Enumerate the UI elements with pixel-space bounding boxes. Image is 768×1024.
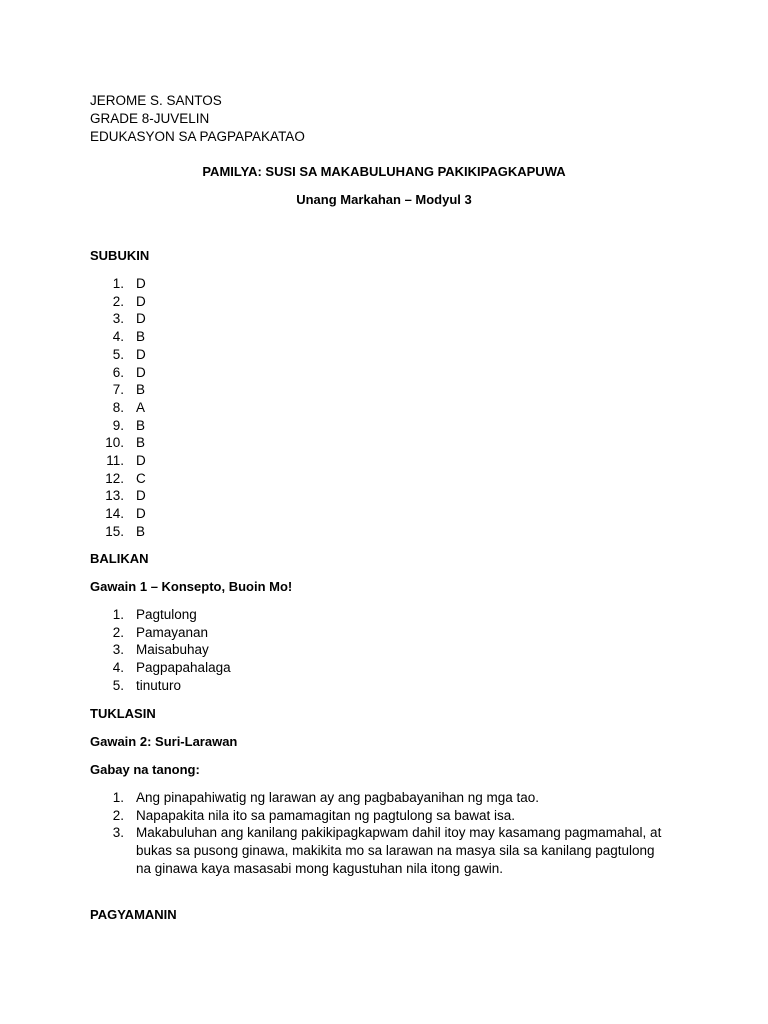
document-subtitle: Unang Markahan – Modyul 3 — [296, 192, 472, 207]
section-heading-subukin: SUBUKIN — [90, 248, 150, 263]
list-item-answer: B — [136, 524, 146, 539]
list-item-answer: Pagtulong — [136, 607, 197, 622]
list-item-answer: D — [136, 276, 146, 291]
list-item-text-line: Ang pinapahiwatig ng larawan ay ang pagbabayanihan ng mga tao. — [136, 790, 540, 805]
list-item-answer: B — [136, 329, 146, 344]
list-item-number: 1. — [112, 607, 124, 622]
list-item-number: 9. — [112, 418, 124, 433]
section-heading-balikan: BALIKAN — [90, 551, 149, 566]
student-name: JEROME S. SANTOS — [90, 93, 222, 108]
gawain-1-title: Gawain 1 – Konsepto, Buoin Mo! — [90, 579, 293, 594]
list-item-text-line: Napapakita nila ito sa pamamagitan ng pagtulong sa bawat isa. — [136, 808, 515, 823]
list-item-answer: A — [136, 400, 146, 415]
list-item-answer: D — [136, 365, 146, 380]
list-item-answer: B — [136, 382, 146, 397]
list-item-number: 8. — [112, 400, 124, 415]
list-item-answer: D — [136, 506, 146, 521]
list-item-answer: Pamayanan — [136, 625, 209, 640]
list-item-number: 2. — [112, 808, 124, 823]
gawain-2-title: Gawain 2: Suri-Larawan — [90, 734, 238, 749]
list-item-answer: D — [136, 347, 146, 362]
list-item-answer: D — [136, 311, 146, 326]
list-item-text-line: Makabuluhan ang kanilang pakikipagkapwam dahil itoy may kasamang pagmamahal, at — [136, 825, 662, 840]
list-item-answer: B — [136, 435, 146, 450]
list-item-answer: D — [136, 294, 146, 309]
list-item-number: 3. — [112, 311, 124, 326]
list-item-answer: D — [136, 488, 146, 503]
list-item-number: 7. — [112, 382, 124, 397]
list-item-number: 1. — [112, 276, 124, 291]
student-grade: GRADE 8-JUVELIN — [90, 111, 210, 126]
list-item-number: 5. — [112, 678, 124, 693]
list-item-number: 2. — [112, 625, 124, 640]
list-item-number: 10. — [105, 435, 124, 450]
list-item-number: 12. — [105, 471, 124, 486]
list-item-number: 4. — [112, 660, 124, 675]
list-item-answer: Pagpapahalaga — [136, 660, 231, 675]
list-item-number: 1. — [112, 790, 124, 805]
list-item-answer: tinuturo — [136, 678, 182, 693]
list-item-number: 13. — [105, 488, 124, 503]
list-item-number: 14. — [105, 506, 124, 521]
document-title: PAMILYA: SUSI SA MAKABULUHANG PAKIKIPAGKAPUWA — [202, 164, 566, 179]
list-item-answer: D — [136, 453, 146, 468]
list-item-answer: B — [136, 418, 146, 433]
list-item-number: 3. — [112, 642, 124, 657]
list-item-number: 2. — [112, 294, 124, 309]
list-item-text-line: bukas sa pusong ginawa, makikita mo sa larawan na masya sila sa kanilang pagtulong — [136, 843, 655, 858]
guide-questions-title: Gabay na tanong: — [90, 762, 200, 777]
section-heading-tuklasin: TUKLASIN — [90, 706, 156, 721]
list-item-number: 11. — [106, 453, 124, 468]
list-item-answer: Maisabuhay — [136, 642, 209, 657]
list-item-answer: C — [136, 471, 146, 486]
list-item-number: 6. — [112, 365, 124, 380]
list-item-number: 5. — [112, 347, 124, 362]
list-item-number: 4. — [112, 329, 124, 344]
subject-name: EDUKASYON SA PAGPAPAKATAO — [90, 129, 305, 144]
section-heading-pagyamanin: PAGYAMANIN — [90, 907, 177, 922]
list-item-text-line: na ginawa kaya masasabi mong kagustuhan nila itong gawin. — [136, 861, 503, 876]
list-item-number: 3. — [112, 825, 124, 840]
list-item-number: 15. — [105, 524, 124, 539]
